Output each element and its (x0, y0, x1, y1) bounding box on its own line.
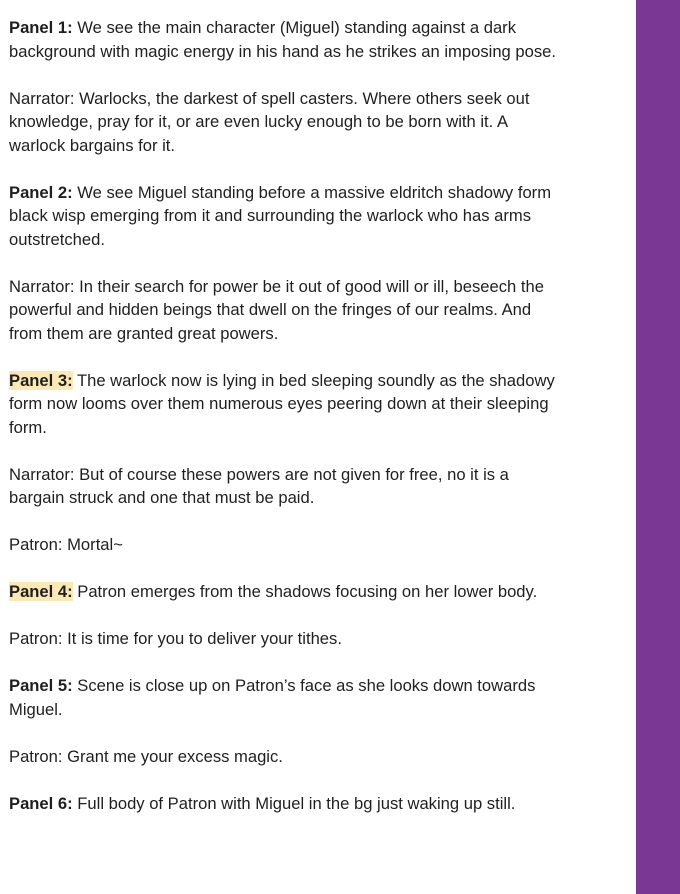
paragraph-text: Patron emerges from the shadows focusing on her lower body. (77, 582, 538, 601)
panel-description (9, 369, 624, 440)
paragraph-text: Scene is close up on Patron’s face as she looks down towards Miguel. (9, 676, 536, 719)
side-bar (636, 0, 680, 894)
panel-description (9, 792, 624, 816)
panel-label: Panel 1: (9, 18, 73, 37)
dialogue-line (9, 463, 624, 510)
paragraph-text: Patron: It is time for you to deliver your tithes. (9, 629, 342, 648)
dialogue-line (9, 533, 624, 557)
paragraph-text: Narrator: In their search for power be it out of good will or ill, beseech the powerful and hidden beings that dwell on the fringes of our realms. And from them are granted great powers. (9, 276, 544, 343)
panel-description (9, 181, 624, 252)
paragraph-text: Narrator: But of course these powers are not given for free, no it is a bargain struck and one that must be paid. (9, 464, 509, 507)
dialogue-line (9, 87, 624, 158)
panel-label: Panel 6: (9, 793, 73, 813)
paragraph-text: Full body of Patron with Miguel in the bg just waking up still. (77, 793, 516, 813)
paragraph-text: The warlock now is lying in bed sleeping soundly as the shadowy form now looms over them numerous eyes peering down at their sleeping form. (9, 370, 555, 437)
panel-label: Panel 2: (9, 182, 73, 202)
panel-label: Panel 4: (9, 582, 73, 601)
dialogue-line (9, 275, 624, 346)
script-content (9, 16, 624, 839)
panel-description (9, 674, 624, 721)
panel-description (9, 16, 624, 63)
panel-description (9, 580, 624, 604)
panel-label: Panel 3: (9, 370, 73, 390)
paragraph-text: We see the main character (Miguel) standing against a dark background with magic energy in his hand as he strikes an imposing pose. (9, 18, 556, 61)
paragraph-text: We see Miguel standing before a massive eldritch shadowy form black wisp emerging from it and surrounding the warlock who has arms outstretched. (9, 182, 552, 249)
dialogue-line (9, 745, 624, 769)
paragraph-text: Patron: Mortal~ (9, 535, 123, 554)
panel-label: Panel 5: (9, 676, 73, 695)
paragraph-text: Patron: Grant me your excess magic. (9, 746, 283, 766)
paragraph-text: Narrator: Warlocks, the darkest of spell casters. Where others seek out knowledge, pray for it, or are even lucky enough to be born with it. A warlock bargains for it. (9, 88, 530, 155)
dialogue-line (9, 627, 624, 651)
